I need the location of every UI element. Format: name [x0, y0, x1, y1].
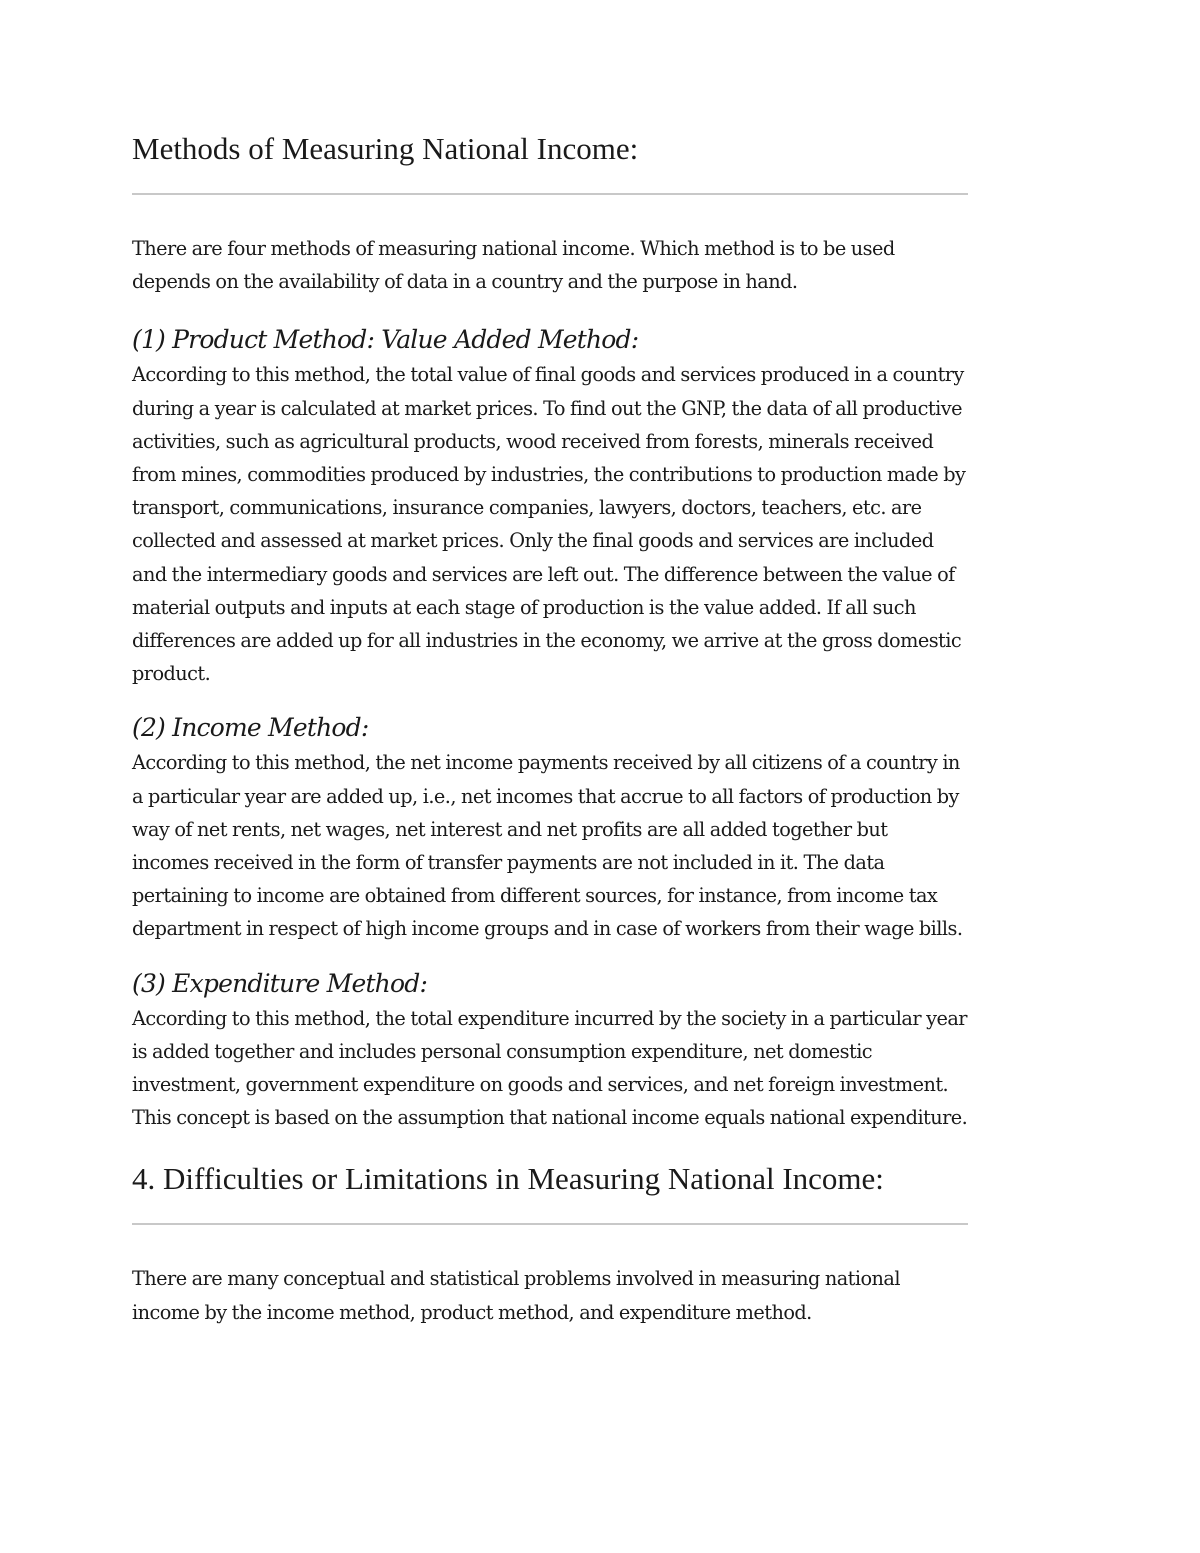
document-page — [132, 126, 968, 1329]
page-title: Methods of Measuring National Income: — [132, 131, 639, 166]
section-heading-product-method: (1) Product Method: Value Added Method: — [132, 325, 639, 355]
title-divider — [132, 193, 968, 195]
intro-paragraph: There are four methods of measuring national income. Which method is to be used depends on the availability of data in a country and the purpose in hand. — [132, 237, 895, 294]
section-heading-income-method: (2) Income Method: — [132, 713, 369, 743]
section-body-expenditure-method: According to this method, the total expenditure incurred by the society in a particular year is added together and includes personal consumption expenditure, net domestic investment, government expenditure on goods and services, and net foreign investment. This concept is based on the assumption that national income equals national expenditure. — [132, 1006, 968, 1130]
section-body-product-method: According to this method, the total value of final goods and services produced in a country during a year is calculated at market prices. To find out the GNP, the data of all productive activities, such as agricultural products, wood received from forests, minerals received from mines, commodities produced by industries, the contributions to production made by transport, communications, insurance companies, lawyers, doctors, teachers, etc. are collected and assessed at market prices. Only the final goods and services are included and the intermediary goods and services are left out. The difference between the value of material outputs and inputs at each stage of production is the value added. If all such differences are added up for all industries in the economy, we arrive at the gross domestic product. — [132, 363, 966, 686]
section-heading-expenditure-method: (3) Expenditure Method: — [132, 968, 428, 998]
difficulties-intro-paragraph: There are many conceptual and statistical problems involved in measuring national income by the income method, product method, and expenditure method. — [132, 1267, 900, 1324]
difficulties-divider — [132, 1223, 968, 1225]
section-body-income-method: According to this method, the net income payments received by all citizens of a country in a particular year are added up, i.e., net incomes that accrue to all factors of production by way of net rents, net wages, net interest and net profits are all added together but incomes received in the form of transfer payments are not included in it. The data pertaining to income are obtained from different sources, for instance, from income tax department in respect of high income groups and in case of workers from their wage bills. — [132, 751, 963, 941]
difficulties-title: 4. Difficulties or Limitations in Measuring National Income: — [132, 1161, 884, 1197]
